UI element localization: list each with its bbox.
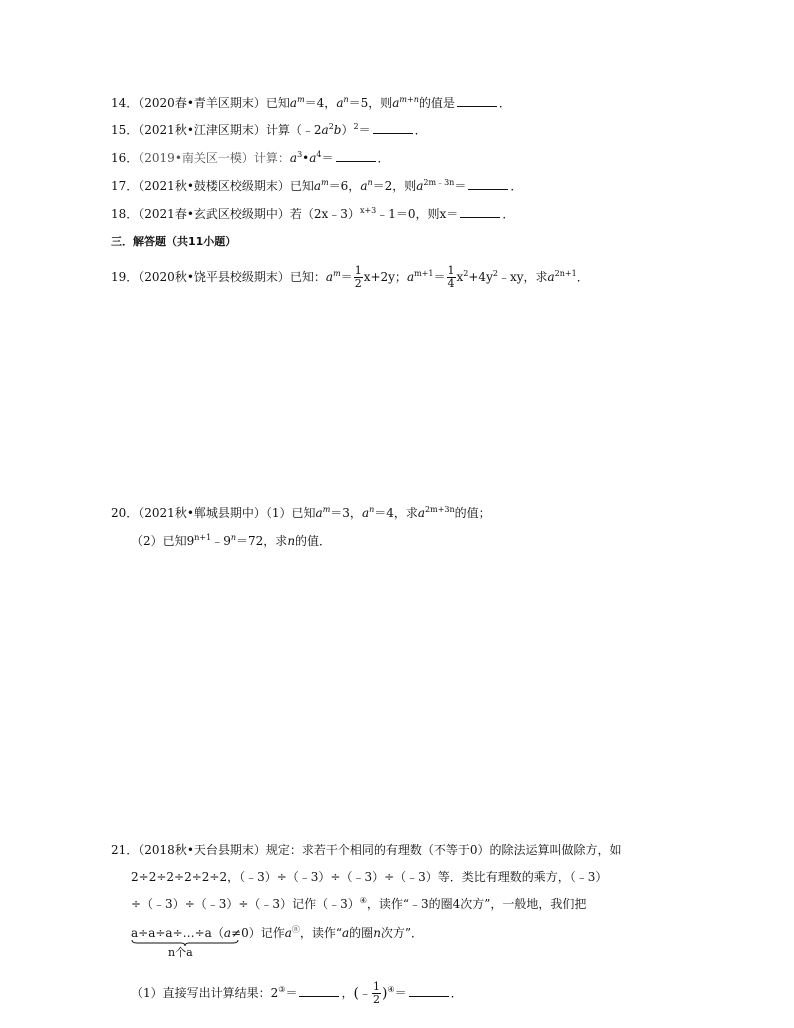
question-21-line-3: ÷（﹣3）÷（﹣3）÷（﹣3）记作（﹣3）④，读作“﹣3的圈4次方”，一般地，我们把	[131, 896, 587, 911]
question-18: 18．（2021春•玄武区校级期中）若（2x﹣3）$^{x+3}$﹣1＝0，则x＝ ．	[111, 206, 515, 221]
fraction-one-half: $\frac{1}{2}$	[354, 264, 362, 290]
question-14: 14．（2020春•青羊区期末）已知$a^m=4$，$a^n=5$，则$a^{m+n}$的值是 ．	[111, 95, 511, 110]
question-15: 15．（2021秋•江津区期末）计算$(﹣2a^2b)^2=$ ．	[111, 122, 427, 137]
question-21-line-4: a÷a÷a÷…÷a （a≠0）记作aⓝ，读作“a的圈n次方”．	[131, 925, 423, 941]
fraction-one-quarter: $\frac{1}{4}$	[447, 264, 455, 290]
question-17: 17．（2021秋•鼓楼区校级期末）已知$a^m=6$，$a^n=2$，则$a^{2m﹣3n}=$ ．	[111, 178, 523, 193]
answer-blank[interactable]	[409, 985, 449, 997]
answer-blank[interactable]	[299, 985, 339, 997]
fraction-one-half: $\frac{1}{2}$	[372, 980, 380, 1006]
question-20: 20．（2021秋•郸城县期中）（1）已知$a^m=3$，$a^n=4$，求$a^{2m+3n}$的值；	[111, 505, 491, 520]
underbrace-label: n个a	[168, 946, 193, 959]
question-16: 16．（2019•南关区一模）计算：$a^3•a^4=$ ．	[111, 150, 390, 165]
question-20-part-2: （2）已知$9^{n+1}﹣9^n=72$，求n的值．	[131, 533, 332, 548]
answer-blank[interactable]	[457, 95, 497, 107]
question-21-line-2: 2÷2÷2÷2÷2÷2，（﹣3）÷（﹣3）÷（﹣3）÷（﹣3）等．类比有理数的乘方，（﹣3）	[131, 870, 608, 884]
answer-blank[interactable]	[468, 178, 508, 190]
question-21: 21．（2018秋•天台县期末）规定：求若干个相同的有理数（不等于0）的除法运算叫做除方，如	[111, 843, 622, 857]
underbrace-expression: a÷a÷a÷…÷a	[131, 925, 212, 941]
answer-blank[interactable]	[460, 206, 500, 218]
question-21-part-1: （1）直接写出计算结果：2③＝ ，(﹣ $\frac{1}{2}$ )④＝ ．	[131, 980, 463, 1006]
section-heading: 三．解答题（共11小题）	[111, 235, 237, 248]
question-19: 19．（2020秋•饶平县校级期末）已知：$a^m=$ $\frac{1}{2}$ x+2y；$a^{m+1}=$ $\frac{1}{4}$ $x^2+4y^2﹣xy$，求$a^{2n+1}$．	[111, 264, 589, 290]
answer-blank[interactable]	[373, 122, 413, 134]
answer-blank[interactable]	[336, 150, 376, 162]
